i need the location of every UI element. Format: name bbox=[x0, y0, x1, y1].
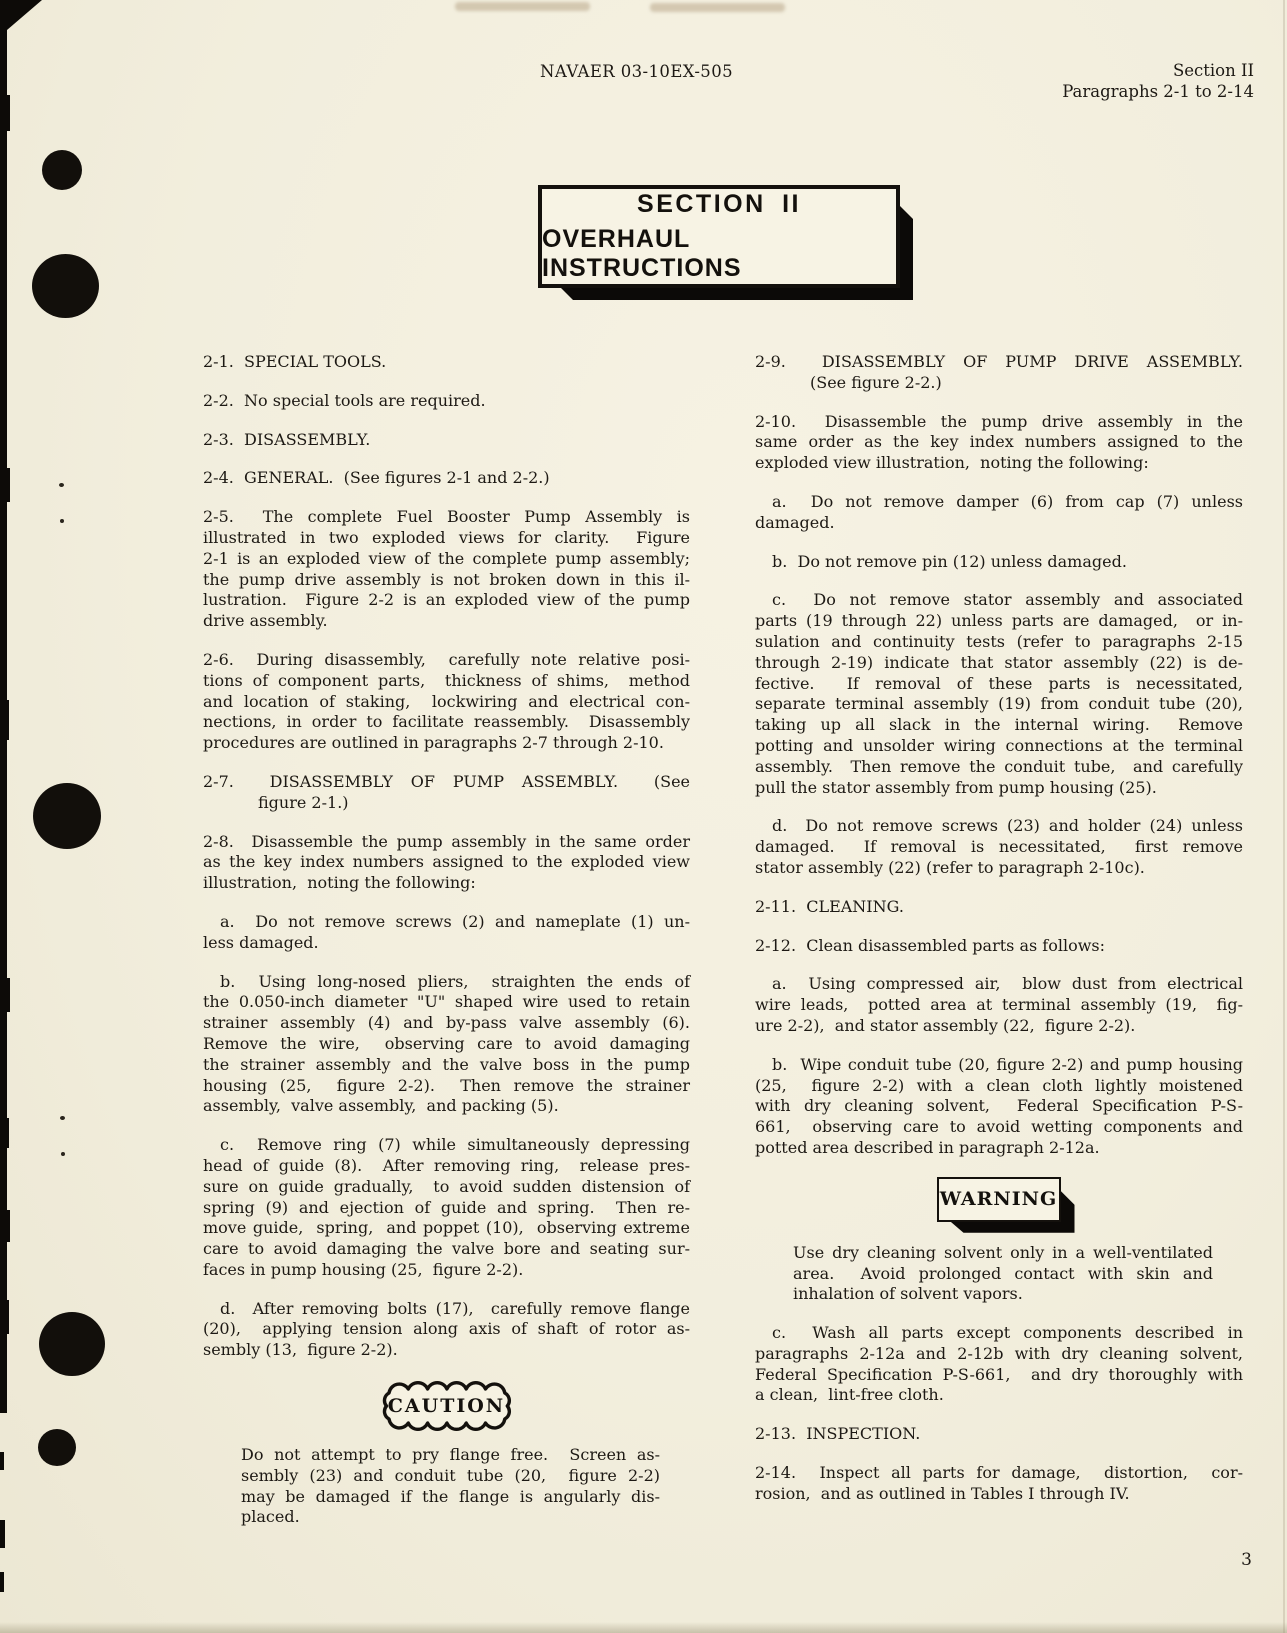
text-line: fective. If removal of these parts is necessitated, bbox=[755, 673, 1243, 693]
ink-speck bbox=[60, 519, 64, 523]
text-line: 661, observing care to avoid wetting components and bbox=[755, 1117, 1243, 1137]
note-text bbox=[203, 1445, 690, 1528]
paragraph bbox=[203, 650, 690, 754]
text-line: same order as the key index numbers assigned to the bbox=[755, 432, 1243, 452]
text-column-left bbox=[203, 352, 690, 1546]
caution-box bbox=[374, 1379, 520, 1433]
sub-paragraph bbox=[755, 816, 1243, 878]
paragraph bbox=[755, 936, 1243, 957]
text-line: potted area described in paragraph 2-12a. bbox=[755, 1137, 1100, 1157]
header-section-label: Section II bbox=[1172, 61, 1254, 80]
warning-box bbox=[937, 1177, 1062, 1223]
text-line: damaged. If removal is necessitated, first remove bbox=[755, 837, 1243, 857]
ink-speck bbox=[60, 1116, 65, 1120]
text-line: illustrated in two exploded views for clarity. Figure bbox=[203, 527, 690, 547]
text-line: inhalation of solvent vapors. bbox=[793, 1284, 1023, 1304]
text-line: housing (25, figure 2-2). Then remove the strainer bbox=[203, 1075, 690, 1095]
binding-edge-mark bbox=[0, 1520, 5, 1548]
text-line: a. Do not remove screws (2) and nameplate (1) un- bbox=[220, 911, 690, 931]
paragraph bbox=[203, 391, 690, 412]
text-line: 2-9. DISASSEMBLY OF PUMP DRIVE ASSEMBLY. bbox=[755, 352, 1243, 371]
text-line: through 2-19) indicate that stator assembly (22) is de- bbox=[755, 652, 1243, 672]
heading-paragraph bbox=[203, 430, 690, 451]
text-line: Use dry cleaning solvent only in a well-ventilated bbox=[793, 1242, 1213, 1262]
text-line: damaged. bbox=[755, 512, 835, 532]
text-line: (20), applying tension along axis of shaft of rotor as- bbox=[203, 1319, 690, 1339]
text-line: 2-8. Disassemble the pump assembly in the same order bbox=[203, 831, 690, 851]
text-line: illustration, noting the following: bbox=[203, 873, 476, 893]
caution-label: CAUTION bbox=[387, 1395, 506, 1418]
text-line: area. Avoid prolonged contact with skin and bbox=[793, 1263, 1213, 1283]
binding-edge-mark bbox=[0, 1452, 4, 1470]
page-corner-shadow bbox=[0, 0, 42, 36]
text-line: the pump drive assembly is not broken down in this il- bbox=[203, 569, 690, 589]
text-line: strainer assembly (4) and by-pass valve assembly (6). bbox=[203, 1013, 690, 1033]
binding-edge-mark bbox=[0, 95, 10, 131]
text-line: spring (9) and ejection of guide and spring. Then re- bbox=[203, 1197, 690, 1217]
warning-box-frame bbox=[937, 1177, 1061, 1222]
text-line: b. Using long-nosed pliers, straighten the ends of bbox=[220, 971, 690, 991]
heading-paragraph bbox=[755, 897, 1243, 918]
text-line: drive assembly. bbox=[203, 611, 328, 631]
heading-paragraph bbox=[755, 1424, 1243, 1445]
text-line: 2-4. GENERAL. (See figures 2-1 and 2-2.) bbox=[203, 468, 550, 488]
section-subtitle: OVERHAUL INSTRUCTIONS bbox=[542, 225, 742, 282]
text-line: may be damaged if the flange is angularly dis- bbox=[241, 1486, 660, 1506]
text-line: tions of component parts, thickness of shims, method bbox=[203, 670, 690, 690]
header-right bbox=[1062, 60, 1254, 102]
hole-punch-mark bbox=[42, 150, 82, 190]
text-line: faces in pump housing (25, figure 2-2). bbox=[203, 1259, 524, 1279]
text-line: sembly (13, figure 2-2). bbox=[203, 1340, 398, 1360]
text-line: rosion, and as outlined in Tables I through IV. bbox=[755, 1483, 1130, 1503]
text-line: d. After removing bolts (17), carefully remove flange bbox=[220, 1298, 690, 1318]
binding-edge-mark bbox=[0, 1210, 10, 1242]
binding-edge-mark bbox=[0, 1300, 9, 1334]
paragraph bbox=[755, 1463, 1243, 1505]
text-line: pull the stator assembly from pump housing (25). bbox=[755, 777, 1157, 797]
text-column-right bbox=[755, 352, 1243, 1523]
section-title-box bbox=[538, 185, 900, 288]
text-line: b. Do not remove pin (12) unless damaged. bbox=[772, 551, 1127, 571]
text-line: parts (19 through 22) unless parts are damaged, or in- bbox=[755, 611, 1243, 631]
text-line: lustration. Figure 2-2 is an exploded view of the pump bbox=[203, 590, 690, 610]
binding-edge-mark bbox=[0, 1118, 9, 1148]
text-line: less damaged. bbox=[203, 932, 319, 952]
text-line: 2-12. Clean disassembled parts as follows: bbox=[755, 935, 1105, 955]
text-line: and location of staking, lockwiring and electrical con- bbox=[203, 691, 690, 711]
page-right-edge bbox=[1283, 0, 1285, 1633]
text-line: d. Do not remove screws (23) and holder (24) unless bbox=[772, 816, 1243, 836]
text-line: figure 2-1.) bbox=[258, 792, 349, 812]
text-line: sulation and continuity tests (refer to paragraphs 2-15 bbox=[755, 631, 1243, 651]
paragraph bbox=[203, 468, 690, 489]
sub-paragraph bbox=[203, 1299, 690, 1361]
text-line: care to avoid damaging the valve bore and seating sur- bbox=[203, 1239, 690, 1259]
scan-smudge bbox=[650, 3, 785, 12]
sub-paragraph bbox=[203, 972, 690, 1118]
hole-punch-mark bbox=[33, 783, 101, 849]
text-line: ure 2-2), and stator assembly (22, figure 2-2). bbox=[755, 1015, 1136, 1035]
paragraph bbox=[755, 412, 1243, 474]
text-line: a clean, lint-free cloth. bbox=[755, 1385, 944, 1405]
text-line: b. Wipe conduit tube (20, figure 2-2) and pump housing bbox=[772, 1054, 1243, 1074]
text-line: Federal Specification P-S-661, and dry thoroughly with bbox=[755, 1364, 1243, 1384]
text-line: c. Wash all parts except components described in bbox=[772, 1323, 1243, 1343]
text-line: separate terminal assembly (19) from conduit tube (20), bbox=[755, 694, 1243, 714]
text-line: c. Do not remove stator assembly and associated bbox=[772, 590, 1243, 610]
text-line: a. Do not remove damper (6) from cap (7) unless bbox=[772, 491, 1243, 511]
text-line: assembly. Then remove the conduit tube, and carefully bbox=[755, 756, 1243, 776]
text-line: 2-14. Inspect all parts for damage, distortion, cor- bbox=[755, 1463, 1243, 1483]
text-line: Do not attempt to pry flange free. Screen as- bbox=[241, 1445, 660, 1465]
binding-edge-mark bbox=[0, 978, 10, 1012]
text-line: with dry cleaning solvent, Federal Specification P-S- bbox=[755, 1096, 1243, 1116]
sub-paragraph bbox=[755, 1323, 1243, 1406]
page-number: 3 bbox=[1241, 1550, 1252, 1570]
hole-punch-mark bbox=[38, 1429, 76, 1466]
note-text bbox=[755, 1243, 1243, 1305]
sub-paragraph bbox=[203, 912, 690, 954]
heading-paragraph bbox=[203, 772, 690, 814]
text-line: nections, in order to facilitate reassembly. Disassembly bbox=[203, 712, 690, 732]
text-line: c. Remove ring (7) while simultaneously depressing bbox=[220, 1135, 690, 1155]
text-line: a. Using compressed air, blow dust from electrical bbox=[772, 974, 1243, 994]
text-line: 2-10. Disassemble the pump drive assembly in the bbox=[755, 411, 1243, 431]
ink-speck bbox=[61, 1152, 65, 1156]
text-line: Remove the wire, observing care to avoid damaging bbox=[203, 1033, 690, 1053]
paragraph bbox=[203, 507, 690, 632]
text-line: placed. bbox=[241, 1507, 300, 1527]
text-line: wire leads, potted area at terminal assembly (19, fig- bbox=[755, 995, 1243, 1015]
warning-label: WARNING bbox=[939, 1187, 1058, 1210]
scan-smudge bbox=[455, 2, 590, 11]
binding-edge-mark bbox=[0, 700, 9, 740]
text-line: sure on guide gradually, to avoid sudden distension of bbox=[203, 1176, 690, 1196]
text-line: (See figure 2-2.) bbox=[810, 372, 942, 392]
section-title-box-frame bbox=[538, 185, 900, 288]
sub-paragraph bbox=[755, 1055, 1243, 1159]
text-line: 2-11. CLEANING. bbox=[755, 896, 904, 916]
text-line: 2-13. INSPECTION. bbox=[755, 1424, 921, 1444]
text-line: 2-5. The complete Fuel Booster Pump Assembly is bbox=[203, 507, 690, 527]
binding-edge-mark bbox=[0, 1572, 4, 1592]
text-line: 2-1 is an exploded view of the complete pump assembly; bbox=[203, 548, 690, 568]
text-line: 2-2. No special tools are required. bbox=[203, 390, 486, 410]
ink-speck bbox=[59, 483, 64, 487]
sub-paragraph bbox=[755, 492, 1243, 534]
text-line: assembly, valve assembly, and packing (5). bbox=[203, 1096, 559, 1116]
text-line: the 0.050-inch diameter "U" shaped wire used to retain bbox=[203, 992, 690, 1012]
text-line: exploded view illustration, noting the following: bbox=[755, 453, 1149, 473]
hole-punch-mark bbox=[32, 254, 99, 318]
text-line: as the key index numbers assigned to the exploded view bbox=[203, 852, 690, 872]
text-line: 2-3. DISASSEMBLY. bbox=[203, 429, 371, 449]
binding-edge-mark bbox=[0, 468, 10, 502]
text-line: potting and unsolder wiring connections at the terminal bbox=[755, 735, 1243, 755]
heading-paragraph bbox=[755, 352, 1243, 394]
document-number: NAVAER 03-10EX-505 bbox=[540, 62, 733, 81]
text-line: taking up all slack in the internal wiring. Remove bbox=[755, 715, 1243, 735]
hole-punch-mark bbox=[39, 1312, 105, 1376]
text-line: 2-7. DISASSEMBLY OF PUMP ASSEMBLY. (See bbox=[203, 771, 690, 791]
text-line: move guide, spring, and poppet (10), observing extreme bbox=[203, 1218, 690, 1238]
sub-paragraph bbox=[755, 552, 1243, 573]
sub-paragraph bbox=[203, 1135, 690, 1281]
text-line: paragraphs 2-12a and 2-12b with dry cleaning solvent, bbox=[755, 1343, 1243, 1363]
section-title: SECTION II bbox=[637, 190, 801, 218]
sub-paragraph bbox=[755, 590, 1243, 798]
text-line: the strainer assembly and the valve boss in the pump bbox=[203, 1054, 690, 1074]
text-line: (25, figure 2-2) with a clean cloth lightly moistened bbox=[755, 1075, 1243, 1095]
text-line: stator assembly (22) (refer to paragraph 2-10c). bbox=[755, 857, 1145, 877]
sub-paragraph bbox=[755, 974, 1243, 1036]
text-line: sembly (23) and conduit tube (20, figure 2-2) bbox=[241, 1465, 660, 1485]
header-paragraph-range: Paragraphs 2-1 to 2-14 bbox=[1062, 82, 1254, 101]
text-line: head of guide (8). After removing ring, release pres- bbox=[203, 1155, 690, 1175]
text-line: procedures are outlined in paragraphs 2-7 through 2-10. bbox=[203, 733, 664, 753]
text-line: 2-6. During disassembly, carefully note relative posi- bbox=[203, 649, 690, 669]
page-bottom-edge bbox=[0, 1622, 1287, 1633]
heading-paragraph bbox=[203, 352, 690, 373]
text-line: 2-1. SPECIAL TOOLS. bbox=[203, 352, 387, 371]
paragraph bbox=[203, 832, 690, 894]
